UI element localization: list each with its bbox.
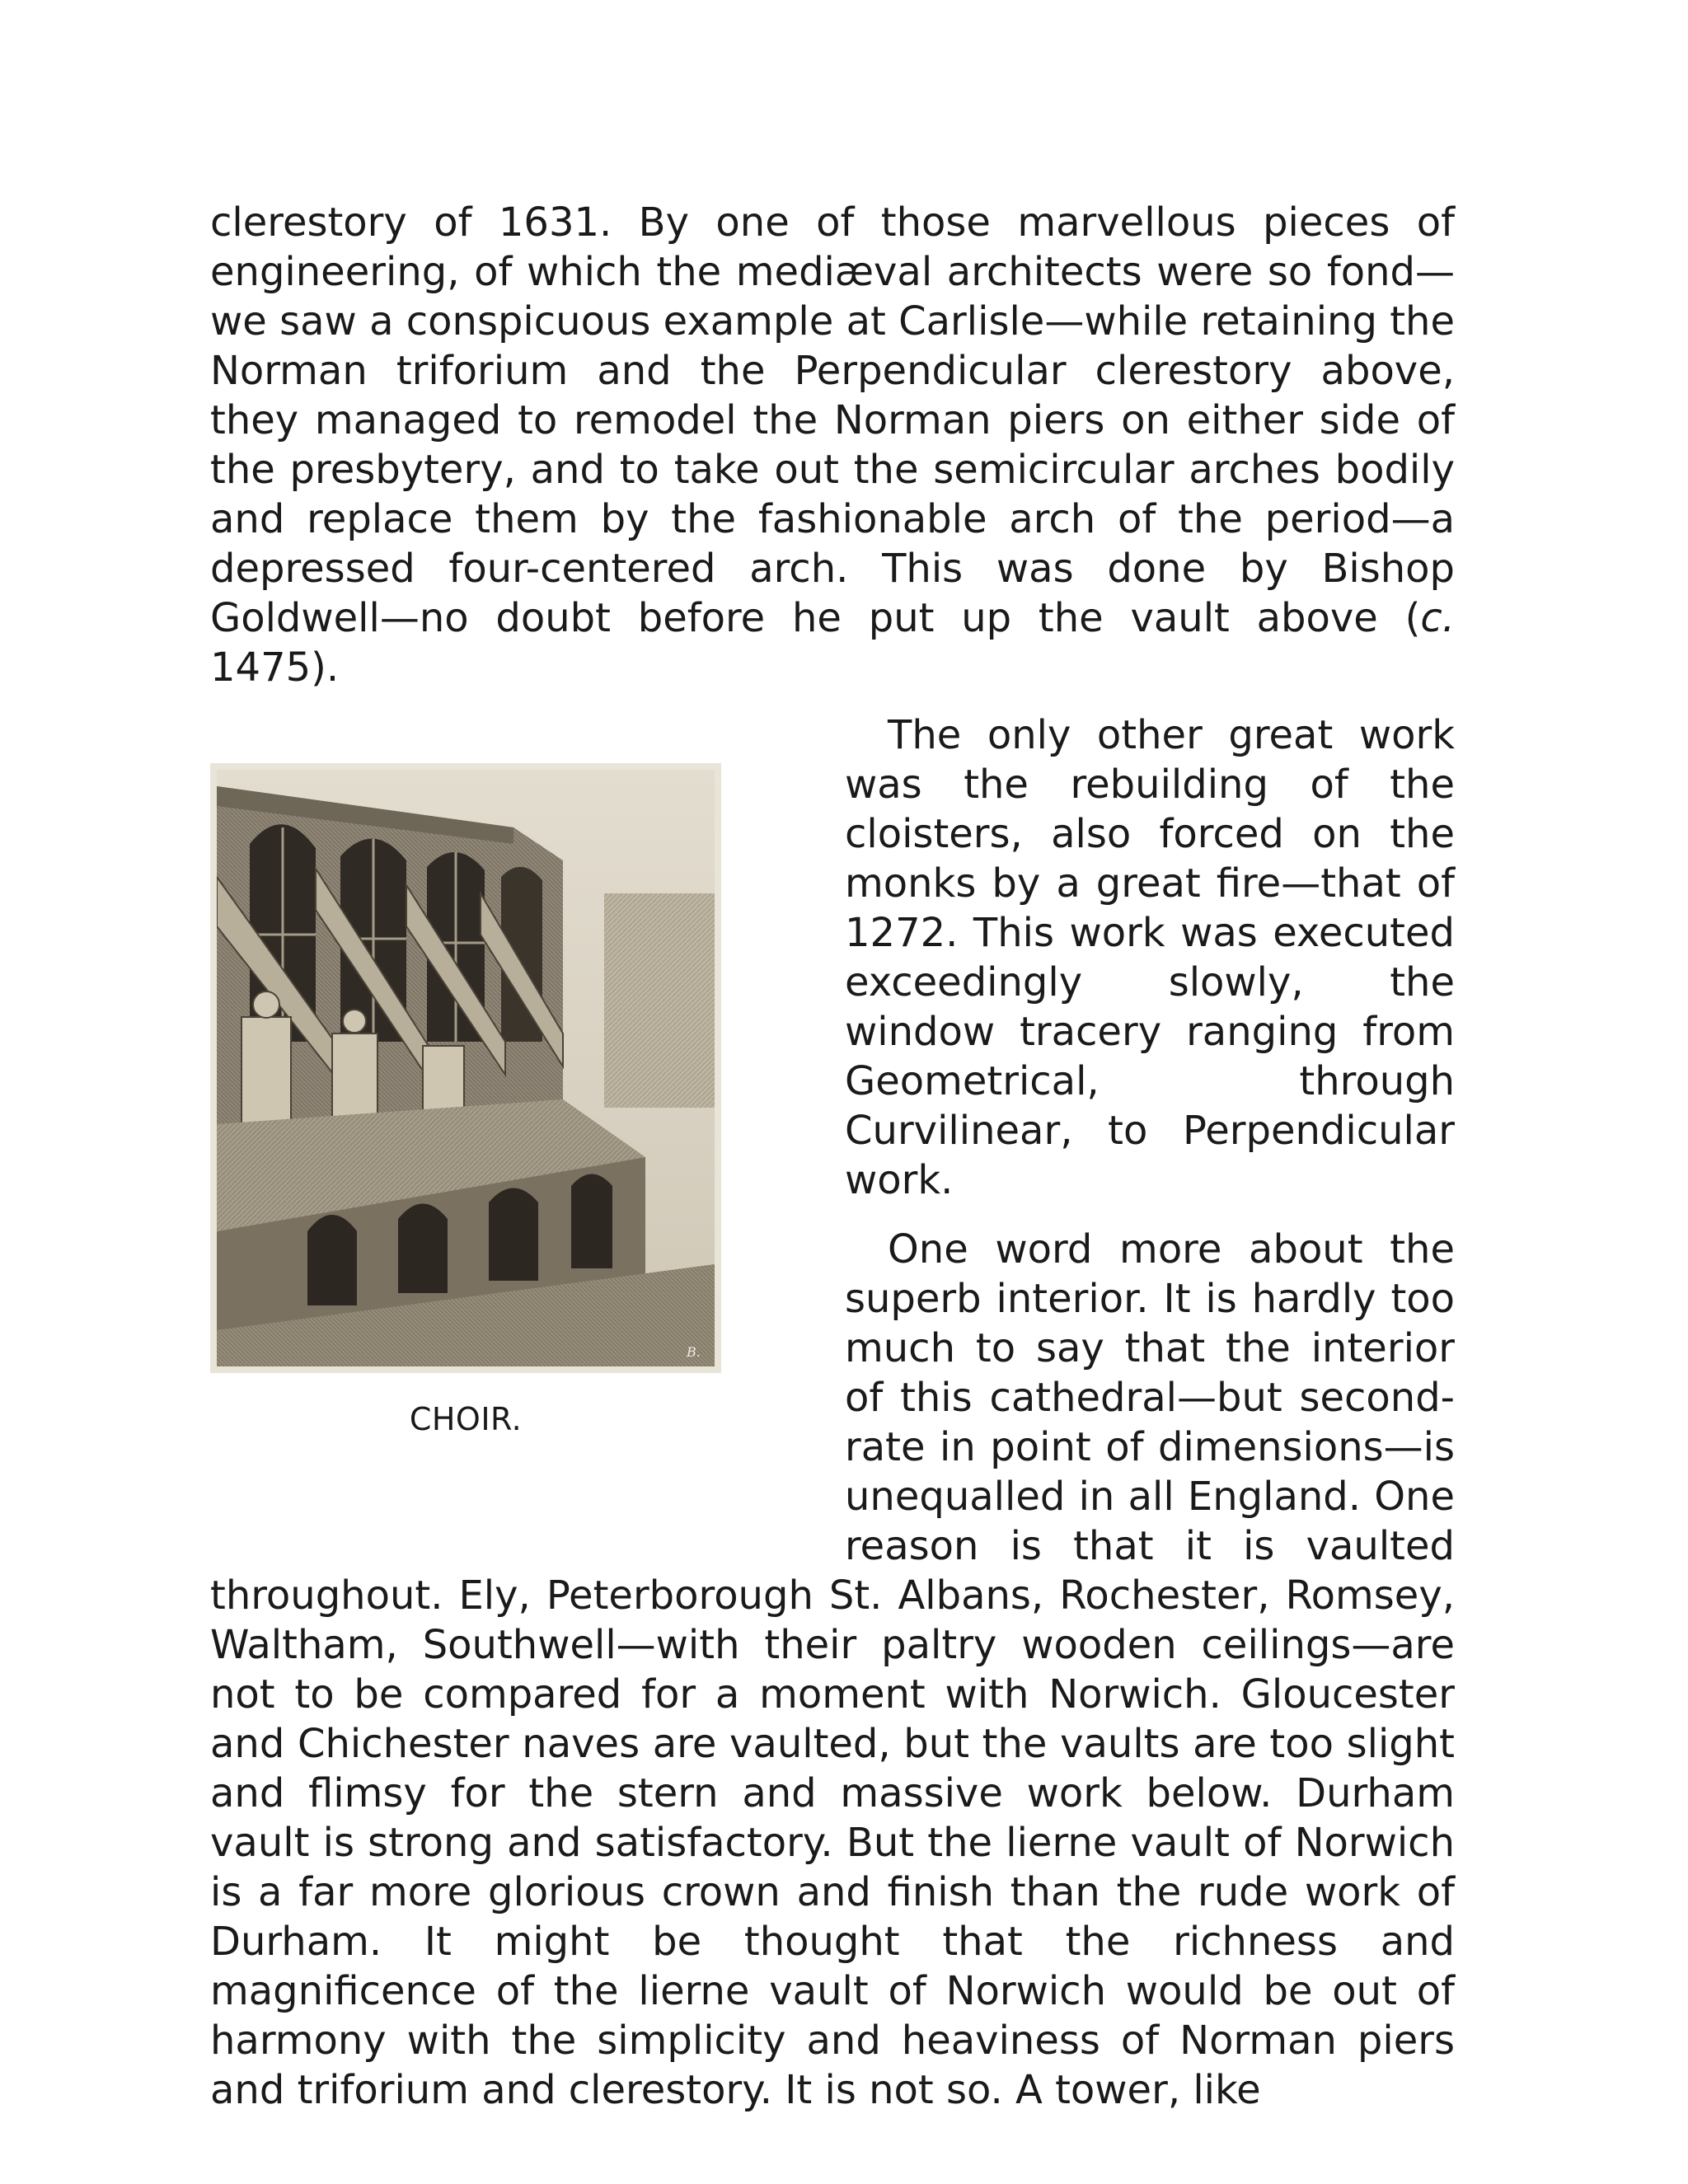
engraver-signature: B. [687,1344,701,1360]
choir-engraving [210,763,721,1373]
circa-abbrev: c. [1420,595,1455,641]
figure-caption: CHOIR. [409,1401,523,1437]
page-content [210,198,1455,2115]
paragraph-1 [210,198,1455,692]
paragraph-3: One word more about the superb interior. It is hardly too much to say that the interior of this cathedral—but second-rate in point of dimensions—is unequalled in all England. One reason is that it is vaulted throughout. Ely, Peterborough St. Albans, Rochester, Romsey, Waltham, Southwell—with their paltry wooden ceilings—are not to be compared for a moment with Norwich. Gloucester and Chichester naves are vaulted, but the vaults are too slight and flimsy for the stern and massive work below. Durham vault is strong and satisfactory. But the lierne vault of Norwich is a far more glorious crown and finish than the rude work of Durham. It might be thought that the richness and magnificence of the lierne vault of Norwich would be out of harmony with the simplicity and heaviness of Norman piers and triforium and clerestory. It is not so. A tower, like [210,1226,1455,2113]
paragraph-1-end: 1475). [210,644,340,691]
choir-illustration [217,770,715,1366]
choir-figure [210,692,721,1559]
paragraph-2: The only other great work was the rebuilding of the cloisters, also forced on the monks by a great fire—that of 1272. This work was executed exceedingly slowly, the window tracery ranging from Geometrical, through Curvilinear, to Perpendicular work. [845,712,1455,1203]
paragraph-1-text: clerestory of 1631. By one of those marvellous pieces of engineering, of which the mediæval architects were so fond—we saw a conspicuous example at Carlisle—while retaining the Norman triforium and the Perpendicular clerestory above, they managed to remodel the Norman piers on either side of the presbytery, and to take out the semicircular arches bodily and replace them by the fashionable arch of the period—a depressed four-centered arch. This was done by Bishop Goldwell—no doubt before he put up the vault above ( [210,199,1455,641]
